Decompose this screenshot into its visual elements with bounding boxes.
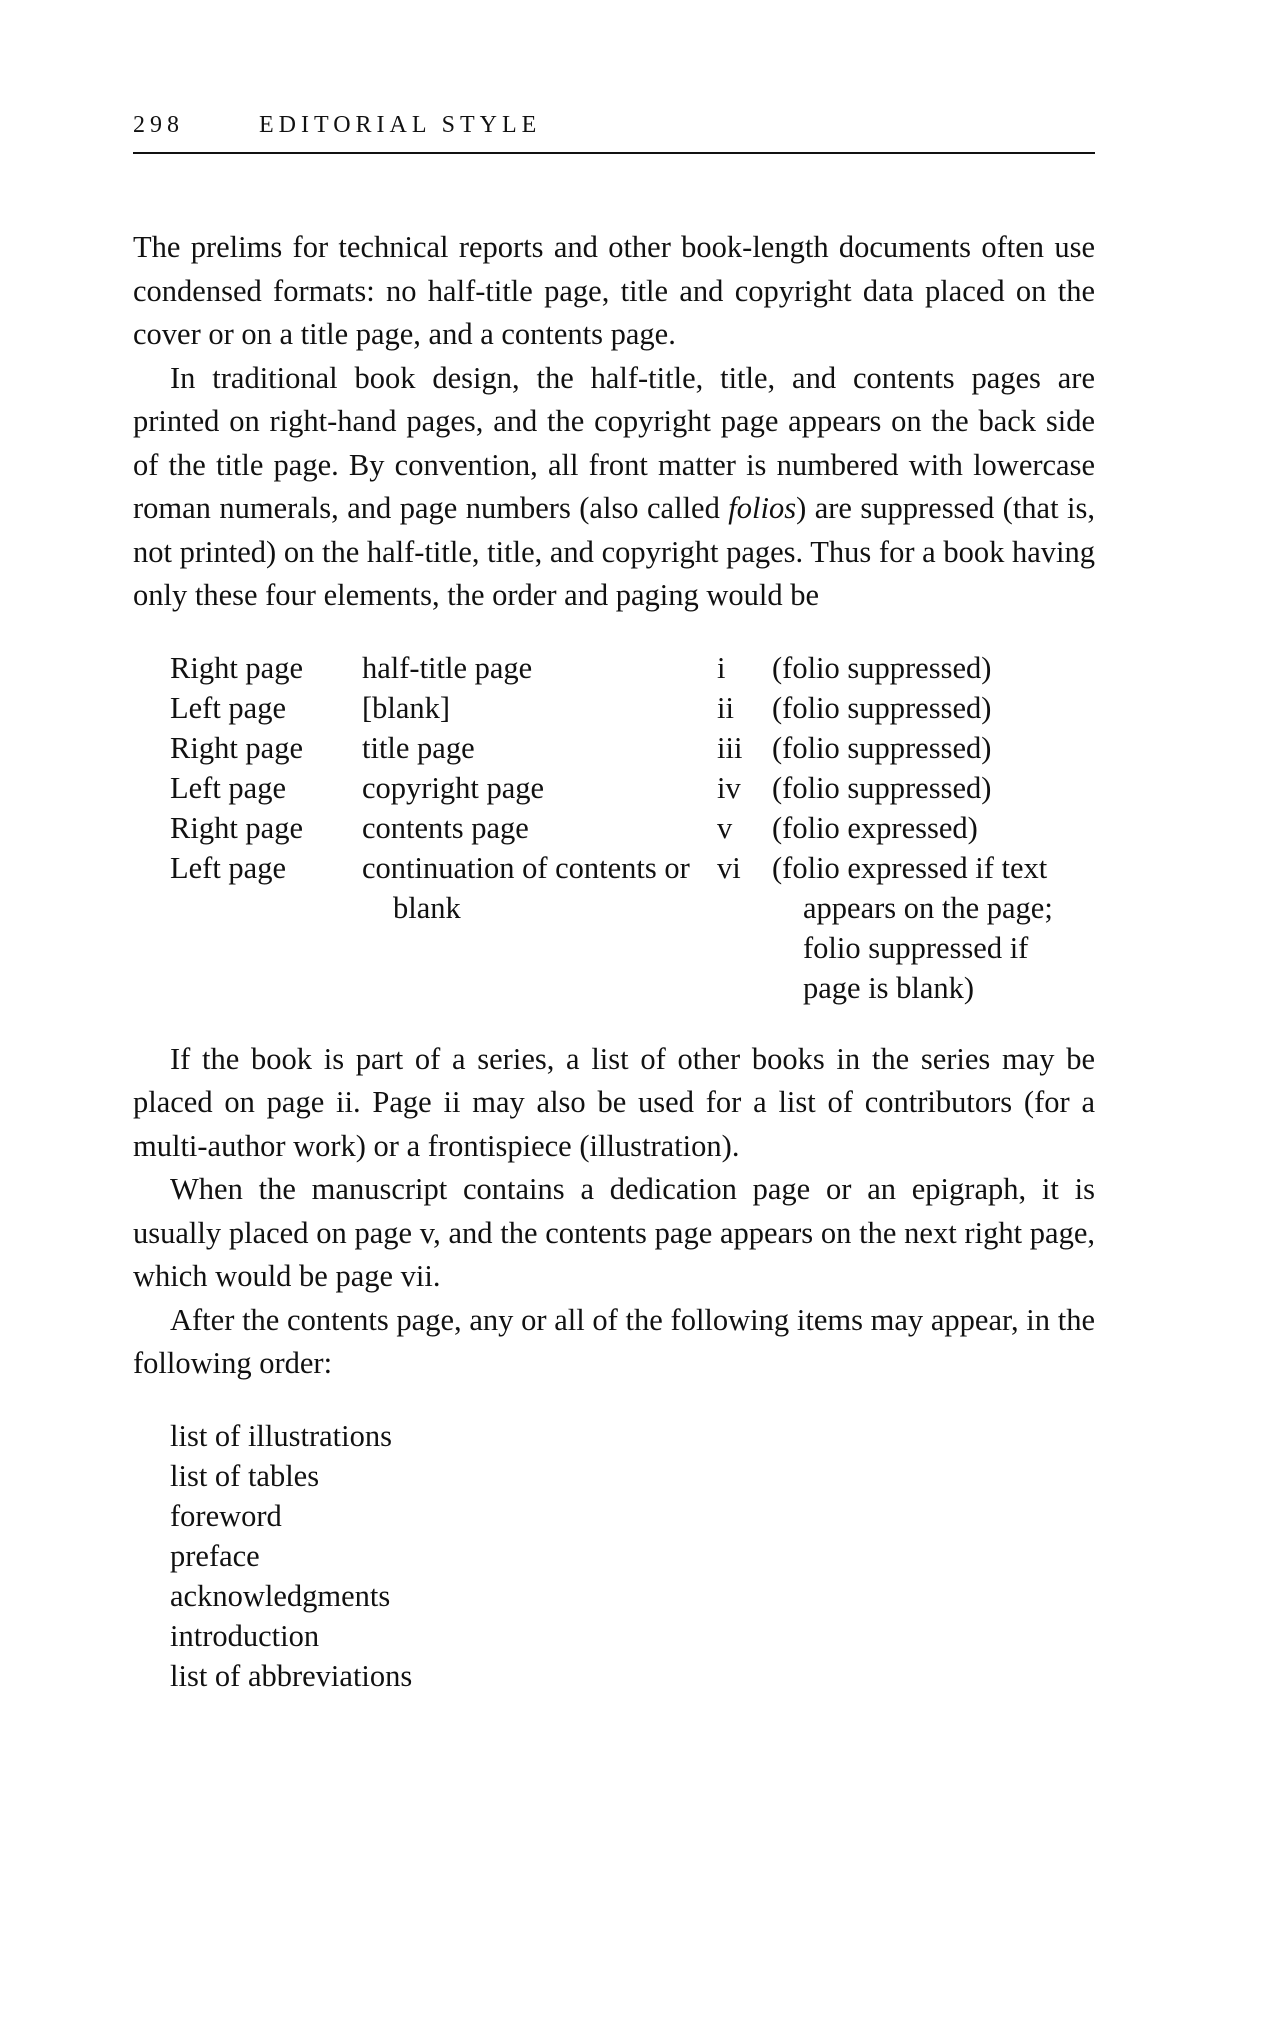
roman-numeral: iv xyxy=(717,770,741,805)
table-row xyxy=(170,808,1072,848)
folio-note: (folio suppressed) xyxy=(772,650,992,685)
page-element: title page xyxy=(362,730,475,765)
roman-numeral: ii xyxy=(717,690,734,725)
page-number: 298 xyxy=(133,112,184,138)
table-row xyxy=(170,848,1072,1008)
list-item: acknowledgments xyxy=(170,1578,391,1613)
paragraph-after-contents: After the contents page, any or all of the following items may appear, in the following order: xyxy=(133,1302,1095,1380)
list-item: introduction xyxy=(170,1618,320,1653)
page-element: contents page xyxy=(362,810,529,845)
page-element: half-title page xyxy=(362,650,533,685)
roman-numeral: i xyxy=(717,650,726,685)
page-element xyxy=(362,848,717,1008)
paging-table xyxy=(170,648,1072,1008)
page-side: Right page xyxy=(170,650,303,685)
front-matter-list xyxy=(170,1416,1095,1696)
paragraph-series: If the book is part of a series, a list of other books in the series may be placed on page ii. Page ii may also be used for a list of contributors (for a multi-author work) or a frontispiece (illustration). xyxy=(133,1041,1095,1163)
folio-note xyxy=(772,848,1072,1008)
folio-note-text: (folio expressed if text appears on the page; folio suppressed if page is blank) xyxy=(772,850,1053,1005)
body-text xyxy=(133,226,1095,1696)
roman-numeral: vi xyxy=(717,850,741,885)
paragraph-text: ) are suppressed (that is, not printed) on the half-title, title, and copyright pages. Thus for a book having only these four elements, the order and paging would be xyxy=(133,491,1095,612)
paragraph-traditional-design xyxy=(133,357,1095,618)
list-item: preface xyxy=(170,1538,260,1573)
folio-note: (folio suppressed) xyxy=(772,770,992,805)
page-side: Left page xyxy=(170,770,286,805)
roman-numeral: iii xyxy=(717,730,743,765)
page-side: Left page xyxy=(170,690,286,725)
running-head xyxy=(133,112,1095,154)
page-side: Right page xyxy=(170,810,303,845)
paragraph-dedication: When the manuscript contains a dedication page or an epigraph, it is usually placed on page v, and the contents page appears on the next right page, which would be page vii. xyxy=(133,1172,1095,1293)
table-row xyxy=(170,648,1072,688)
page-side: Right page xyxy=(170,730,303,765)
page-element: [blank] xyxy=(362,690,451,725)
table-row xyxy=(170,688,1072,728)
paragraph-text: In traditional book design, the half-title, title, and contents pages are printed on right-hand pages, and the copyright page appears on the back side of the title page. By convention, all front matter is numbered with lowercase roman numerals, and page numbers (also called xyxy=(133,360,1095,525)
italic-term-folios: folios xyxy=(728,491,797,525)
page-element: copyright page xyxy=(362,770,545,805)
table-row xyxy=(170,728,1072,768)
running-head-title: EDITORIAL STYLE xyxy=(259,112,542,138)
list-item: list of abbreviations xyxy=(170,1658,413,1693)
folio-note: (folio expressed) xyxy=(772,810,978,845)
page-side: Left page xyxy=(170,850,286,885)
list-item: list of illustrations xyxy=(170,1418,392,1453)
page-element-text: continuation of contents or blank xyxy=(362,850,690,925)
paragraph-prelims: The prelims for technical reports and other book-length documents often use condensed formats: no half-title page, title and copyright data placed on the cover or on a title page, and a contents page. xyxy=(133,230,1095,351)
folio-note: (folio suppressed) xyxy=(772,690,992,725)
table-row xyxy=(170,768,1072,808)
folio-note: (folio suppressed) xyxy=(772,730,992,765)
list-item: foreword xyxy=(170,1498,282,1533)
list-item: list of tables xyxy=(170,1458,320,1493)
roman-numeral: v xyxy=(717,810,733,845)
